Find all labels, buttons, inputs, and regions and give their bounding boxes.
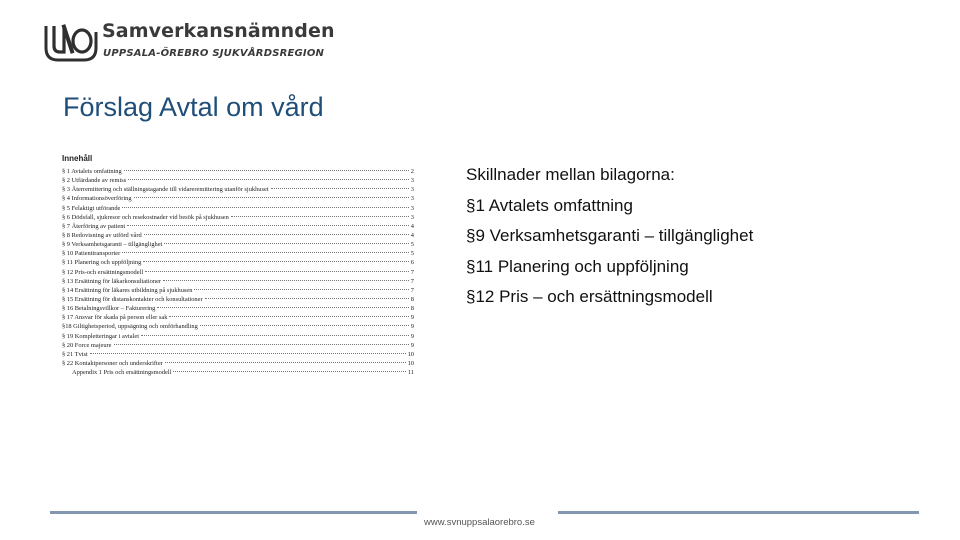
toc-entry-text: § 22 Kontaktpersoner och underskrifter xyxy=(62,359,163,367)
toc-row xyxy=(62,167,414,176)
toc-leader-dots xyxy=(127,225,409,226)
toc-page-number: 9 xyxy=(410,323,414,331)
samverkansnamnden-logo-icon xyxy=(44,22,98,62)
toc-row xyxy=(62,304,414,313)
toc-page-number: 5 xyxy=(410,241,414,249)
toc-leader-dots xyxy=(231,216,409,217)
logo xyxy=(44,20,335,70)
toc-page-number: 11 xyxy=(407,369,414,377)
toc-row xyxy=(62,268,414,277)
toc-entry-text: § 16 Betalningsvillkor – Fakturering xyxy=(62,305,156,313)
toc-row xyxy=(62,185,414,194)
toc-page-number: 7 xyxy=(410,286,414,294)
toc-leader-dots xyxy=(164,243,408,244)
toc-entry-text: § 3 Återremittering och ställningstagande till vidareremittering utanför sjukhuset xyxy=(62,186,269,194)
toc-page-number: 3 xyxy=(410,195,414,203)
toc-row xyxy=(62,286,414,295)
toc-entry-text: Appendix 1 Pris och ersättningsmodell xyxy=(72,369,172,377)
toc-leader-dots xyxy=(144,234,409,235)
toc-row xyxy=(62,258,414,267)
toc-leader-dots xyxy=(271,188,409,189)
toc-leader-dots xyxy=(169,316,408,317)
toc-page-number: 3 xyxy=(410,213,414,221)
toc-row xyxy=(62,313,414,322)
toc-row xyxy=(62,231,414,240)
toc-entry-text: § 20 Force majeure xyxy=(62,341,112,349)
toc-row xyxy=(62,240,414,249)
toc-row xyxy=(62,176,414,185)
toc-leader-dots xyxy=(200,325,409,326)
toc-page-number: 7 xyxy=(410,268,414,276)
bullet-item: §12 Pris – och ersättningsmodell xyxy=(466,287,713,306)
toc-leader-dots xyxy=(165,362,406,363)
toc-page-number: 6 xyxy=(410,259,414,267)
toc-page-number: 3 xyxy=(410,177,414,185)
bullet-list xyxy=(466,162,753,315)
toc-leader-dots xyxy=(194,289,408,290)
toc-leader-dots xyxy=(122,207,408,208)
toc-leader-dots xyxy=(90,353,406,354)
toc-page-number: 8 xyxy=(410,295,414,303)
toc-leader-dots xyxy=(143,261,409,262)
footer-url[interactable]: www.svnuppsalaorebro.se xyxy=(424,517,535,528)
toc-leader-dots xyxy=(141,335,409,336)
toc-entry-text: § 13 Ersättning för läkarkonsultationer xyxy=(62,277,162,285)
toc-leader-dots xyxy=(122,252,409,253)
toc-leader-dots xyxy=(124,170,409,171)
toc-entry-text: § 15 Ersättning för distanskontakter och konsultationer xyxy=(62,295,203,303)
toc-row xyxy=(62,368,414,377)
toc-entry-text: § 4 Informationsöverföring xyxy=(62,195,132,203)
toc-entry-text: § 5 Felaktigt utförande xyxy=(62,204,121,212)
toc-entry-text: § 12 Pris-och ersättningsmodell xyxy=(62,268,144,276)
toc-entry-text: § 2 Utfärdande av remiss xyxy=(62,177,127,185)
toc-page-number: 7 xyxy=(410,277,414,285)
toc-rows xyxy=(62,167,414,377)
toc-page-number: 3 xyxy=(410,204,414,212)
toc-row xyxy=(62,332,414,341)
toc-leader-dots xyxy=(134,197,409,198)
toc-entry-text: § 19 Kompletteringar i avtalet xyxy=(62,332,140,340)
toc-row xyxy=(62,249,414,258)
table-of-contents xyxy=(62,154,414,377)
toc-entry-text: § 6 Dödsfall, sjukresor och resekostnader vid besök på sjukhusen xyxy=(62,213,229,221)
toc-leader-dots xyxy=(157,307,408,308)
bullet-item: §1 Avtalets omfattning xyxy=(466,195,633,215)
toc-row xyxy=(62,341,414,350)
toc-page-number: 4 xyxy=(410,231,414,239)
toc-row xyxy=(62,295,414,304)
toc-entry-text: § 7 Återföring av patient xyxy=(62,222,126,230)
toc-row xyxy=(62,359,414,368)
bullet-heading: Skillnader mellan bilagorna: xyxy=(466,165,675,184)
toc-entry-text: § 14 Ersättning för läkares utbildning på sjukhusen xyxy=(62,286,193,294)
toc-row xyxy=(62,222,414,231)
toc-entry-text: § 10 Patienttransporter xyxy=(62,250,121,258)
bullet-item: §11 Planering och uppföljning xyxy=(466,256,689,276)
toc-row xyxy=(62,277,414,286)
toc-entry-text: § 17 Ansvar för skada på person eller sak xyxy=(62,314,168,322)
footer-divider-right xyxy=(558,511,919,514)
toc-leader-dots xyxy=(145,271,409,272)
toc-page-number: 10 xyxy=(407,350,414,358)
toc-entry-text: § 11 Planering och uppföljning xyxy=(62,259,142,267)
toc-row xyxy=(62,322,414,331)
footer-divider-left xyxy=(50,511,417,514)
toc-entry-text: § 8 Redovisning av utförd vård xyxy=(62,231,142,239)
toc-page-number: 5 xyxy=(410,250,414,258)
slide-title: Förslag Avtal om vård xyxy=(63,92,324,122)
toc-page-number: 9 xyxy=(410,332,414,340)
toc-row xyxy=(62,213,414,222)
toc-leader-dots xyxy=(114,344,409,345)
toc-page-number: 4 xyxy=(410,222,414,230)
toc-leader-dots xyxy=(163,280,409,281)
toc-leader-dots xyxy=(128,179,409,180)
toc-page-number: 9 xyxy=(410,314,414,322)
logo-subtitle: UPPSALA-ÖREBRO SJUKVÅRDSREGION xyxy=(103,48,325,59)
toc-heading: Innehåll xyxy=(62,154,93,163)
toc-page-number: 3 xyxy=(410,186,414,194)
toc-row xyxy=(62,194,414,203)
toc-entry-text: § 21 Tvist xyxy=(62,350,88,358)
toc-page-number: 8 xyxy=(410,305,414,313)
toc-page-number: 2 xyxy=(410,168,414,175)
toc-row xyxy=(62,204,414,213)
toc-leader-dots xyxy=(205,298,409,299)
toc-leader-dots xyxy=(173,371,405,372)
toc-entry-text: §18 Giltighetsperiod, uppsägning och omförhandling xyxy=(62,323,198,331)
toc-entry-text: § 9 Verksamhetsgaranti – tillgänglighet xyxy=(62,241,163,249)
toc-row xyxy=(62,350,414,359)
bullet-item: §9 Verksamhetsgaranti – tillgänglighet xyxy=(466,226,754,245)
logo-name: Samverkansnämnden xyxy=(102,20,335,42)
toc-page-number: 9 xyxy=(410,341,414,349)
toc-entry-text: § 1 Avtalets omfattning xyxy=(62,168,122,175)
toc-page-number: 10 xyxy=(407,359,414,367)
